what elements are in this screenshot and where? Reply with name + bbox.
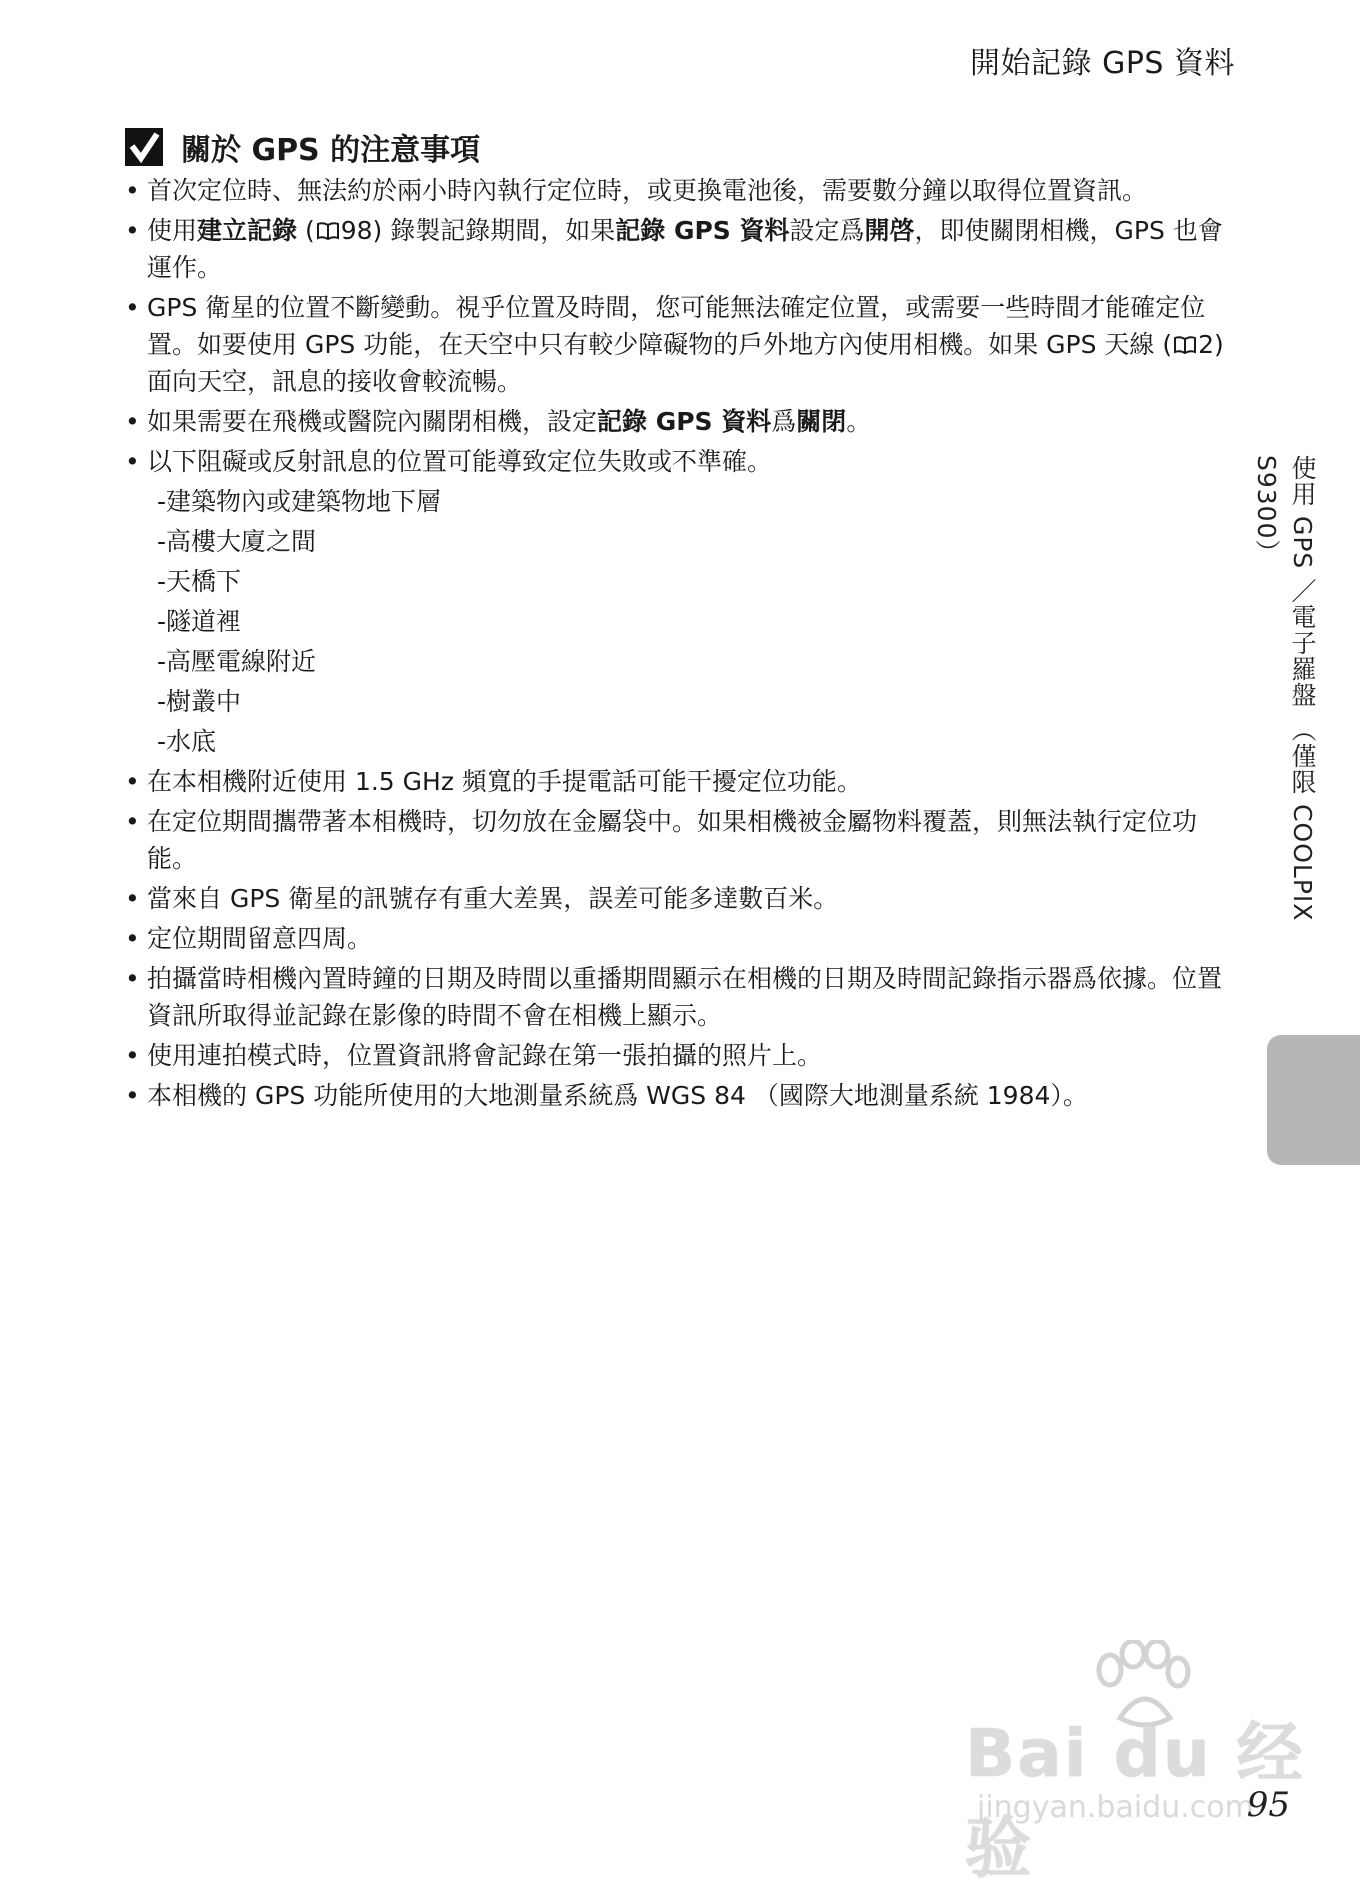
notes-list [125, 172, 1235, 1117]
watermark-url: jingyan.baidu.com [977, 1790, 1254, 1825]
running-header: 開始記錄 GPS 資料 [970, 46, 1235, 81]
list-item: • 定位期間留意四周。 [125, 920, 1235, 957]
page-number: 95 [1246, 1785, 1290, 1825]
sub-list-item: -高壓電線附近 [157, 647, 317, 676]
sub-list-item: -水底 [157, 727, 217, 756]
book-reference-icon [316, 221, 340, 241]
list-item: • 以下阻礙或反射訊息的位置可能導致定位失敗或不準確。 [125, 443, 1235, 480]
sub-list [125, 483, 1235, 760]
check-icon [125, 128, 163, 166]
watermark-brand: Bai du 经验 [965, 1715, 1305, 1887]
menu-term: 記錄 GPS 資料 [615, 216, 790, 245]
list-item: • 使用連拍模式時，位置資訊將會記錄在第一張拍攝的照片上。 [125, 1037, 1235, 1074]
chapter-side-tab: 使用 GPS ／電子羅盤 （僅限 COOLPIX S9300） [1252, 455, 1317, 922]
list-item: • 在定位期間攜帶著本相機時，切勿放在金屬袋中。如果相機被金屬物料覆蓋，則無法執行定位功能。 [125, 803, 1235, 877]
sub-list-item: -天橋下 [157, 567, 242, 596]
section-title: 關於 GPS 的注意事項 [181, 133, 481, 168]
sub-list-item: -隧道裡 [157, 607, 242, 636]
list-item: • GPS 衛星的位置不斷變動。視乎位置及時間，您可能無法確定位置，或需要一些時間才能確定位置。如要使用 GPS 功能，在天空中只有較少障礙物的戶外地方內使用相機。如果 GPS 天線 ( 2) 面向天空，訊息的接收會較流暢。 [125, 289, 1235, 400]
menu-term: 記錄 GPS 資料 [597, 407, 772, 436]
chapter-tab-marker [1267, 1035, 1360, 1165]
sub-list-item: -樹叢中 [157, 687, 242, 716]
list-item: • 當來自 GPS 衛星的訊號存有重大差異，誤差可能多達數百米。 [125, 880, 1235, 917]
list-item: • 在本相機附近使用 1.5 GHz 頻寬的手提電話可能干擾定位功能。 [125, 763, 1235, 800]
book-reference-icon [1173, 335, 1197, 355]
sub-list-item: -高樓大廈之間 [157, 527, 317, 556]
menu-term: 建立記錄 [197, 216, 298, 245]
list-item: • 拍攝當時相機內置時鐘的日期及時間以重播期間顯示在相機的日期及時間記錄指示器爲依據。位置資訊所取得並記錄在影像的時間不會在相機上顯示。 [125, 960, 1235, 1034]
list-item: • 使用建立記錄 ( 98) 錄製記錄期間，如果記錄 GPS 資料設定爲開啓，即使關閉相機，GPS 也會運作。 [125, 212, 1235, 286]
list-item: • 首次定位時、無法約於兩小時內執行定位時，或更換電池後，需要數分鐘以取得位置資訊。 [125, 172, 1235, 209]
section-heading [125, 125, 480, 169]
sub-list-item: -建築物內或建築物地下層 [157, 487, 442, 516]
menu-term: 開啓 [864, 216, 915, 245]
list-item: • 如果需要在飛機或醫院內關閉相機，設定記錄 GPS 資料爲關閉。 [125, 403, 1235, 440]
menu-term: 關閉 [796, 407, 847, 436]
list-item: • 本相機的 GPS 功能所使用的大地測量系統爲 WGS 84 （國際大地測量系統 1984）。 [125, 1077, 1235, 1114]
